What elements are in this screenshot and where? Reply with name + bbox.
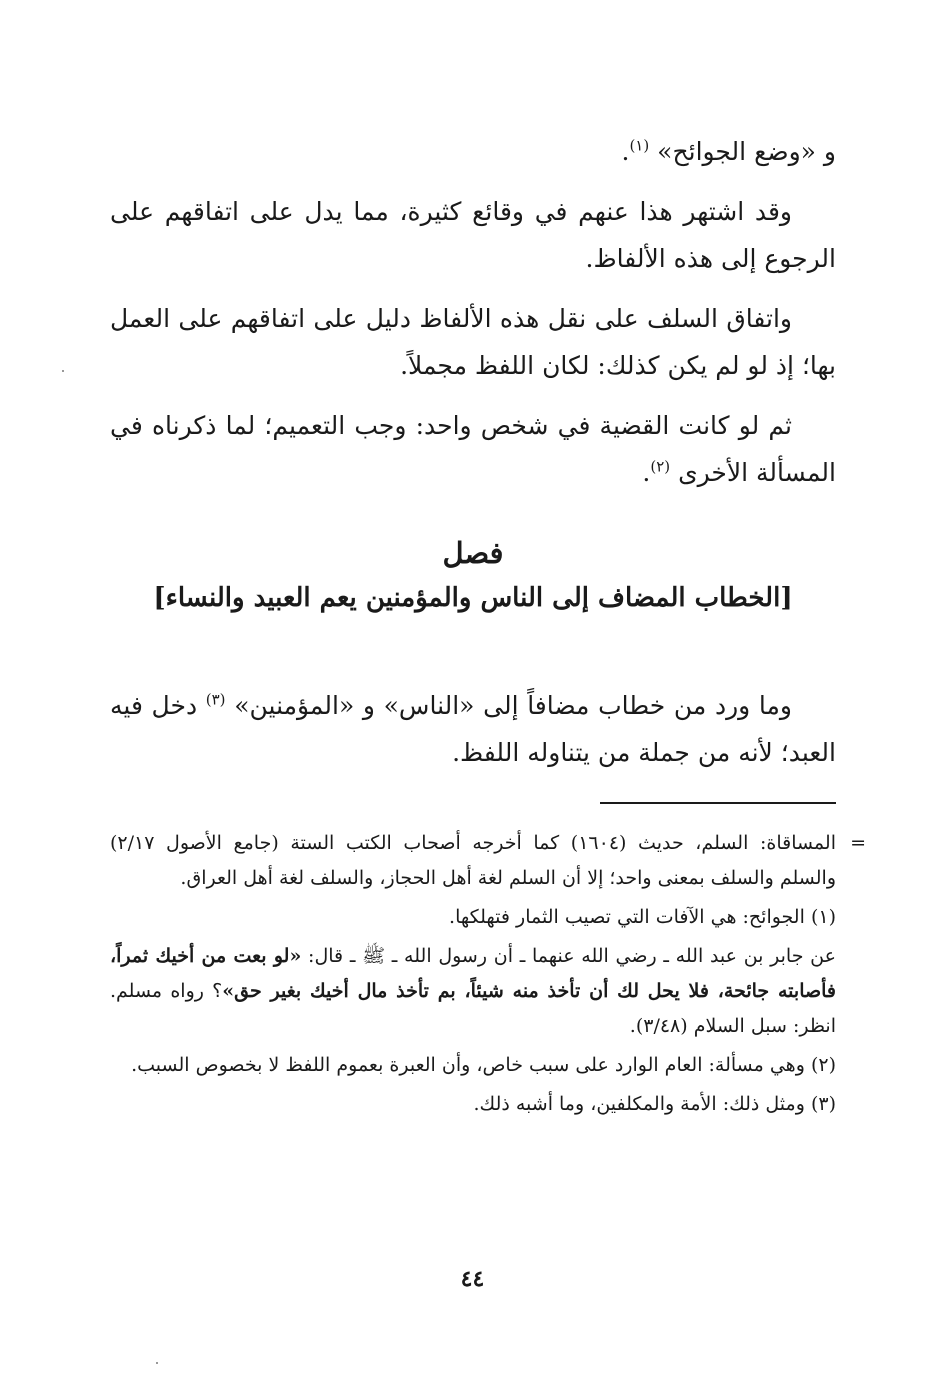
paragraph-3: واتفاق السلف على نقل هذه الألفاظ دليل على اتفاقهم على العمل بها؛ إذ لو لم يكن كذلك: لكان اللفظ مجملاً. [110,304,836,380]
footnote-divider [600,802,836,804]
section-paragraph [110,682,836,776]
paragraph-1 [110,128,836,175]
main-text [110,128,836,509]
paragraph-4 [110,402,836,496]
footnote-1-hadith-quote: «لو بعت من أخيك ثمراً، فأصابته جائحة، فلا يحل لك أن تأخذ منه شيئاً، بم تأخذ مال أخيك بغير حق» [110,945,836,1002]
footnote-3 [110,1087,836,1122]
footnote-ref-1: (١) [629,136,650,155]
paragraph-2: وقد اشتهر هذا عنهم في وقائع كثيرة، مما يدل على اتفاقهم على الرجوع إلى هذه الألفاظ. [110,197,836,273]
scan-speck [62,370,64,372]
footnotes [110,826,866,1126]
paragraph-1-end: . [621,137,630,166]
section-subtitle: [الخطاب المضاف إلى الناس والمؤمنين يعم العبيد والنساء] [153,583,793,613]
footnote-continuation-text: المساقاة: السلم، حديث (١٦٠٤) كما أخرجه أصحاب الكتب الستة (جامع الأصول ٢/١٧) والسلم والسلف بمعنى واحد؛ إلا أن السلم لغة أهل الحجاز، والسلف لغة أهل العراق. [110,832,836,889]
section-heading: فصل [442,536,504,570]
section-paragraph-text-a: وما ورد من خطاب مضافاً إلى «الناس» و «المؤمنين» [234,691,792,720]
page-number: ٤٤ [460,1266,485,1292]
paragraph-4-text: ثم لو كانت القضية في شخص واحد: وجب التعميم؛ لما ذكرناه في المسألة الأخرى [110,411,836,487]
paragraph-4-end: . [642,458,651,487]
scan-speck [156,1362,158,1364]
section-paragraph-text-b: دخل فيه العبد؛ لأنه من جملة من يتناوله اللفظ. [110,691,836,767]
footnote-1-hadith-source: ؟ رواه مسلم. انظر: سبل السلام (٣/٤٨). [110,980,836,1037]
footnote-2-text: وهي مسألة: العام الوارد على سبب خاص، وأن العبرة بعموم اللفظ لا بخصوص السبب. [131,1054,805,1076]
footnote-1 [110,900,836,935]
footnote-3-text: ومثل ذلك: الأمة والمكلفين، وما أشبه ذلك. [473,1093,805,1115]
footnote-continuation [110,826,866,896]
footnote-1-number: (١) [810,906,836,928]
footnote-1-hadith-intro: عن جابر بن عبد الله ـ رضي الله عنهما ـ أن رسول الله ـ ﷺ ـ قال: [301,945,836,967]
footnote-3-number: (٣) [810,1093,836,1115]
footnote-1-text: الجوائح: هي الآفات التي تصيب الثمار فتهلكها. [449,906,805,928]
section-header [110,530,836,620]
paragraph-1-text: و «وضع الجوائح» [657,137,836,166]
footnote-2 [110,1048,836,1083]
footnote-ref-2: (٢) [650,457,671,476]
continuation-marker: = [850,832,866,854]
footnote-1-hadith [110,939,836,1044]
footnote-ref-3: (٣) [205,690,226,709]
footnote-2-number: (٢) [810,1054,836,1076]
